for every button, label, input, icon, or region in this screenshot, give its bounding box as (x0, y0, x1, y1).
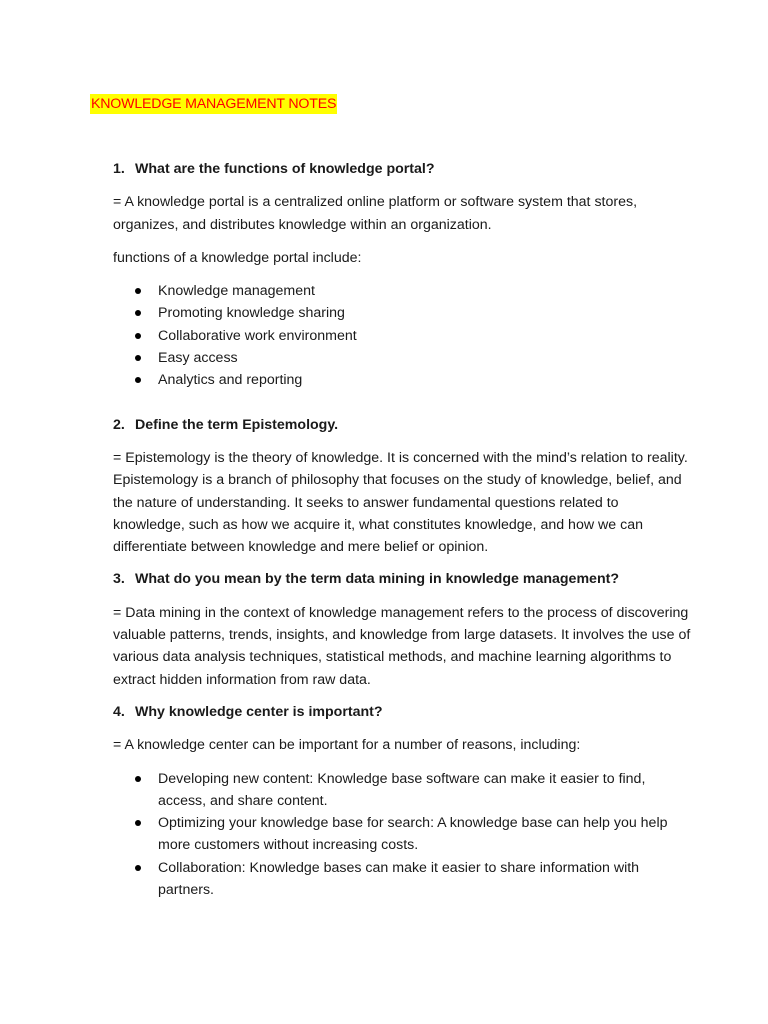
question-2-text: Define the term Epistemology. (135, 416, 339, 433)
question-4-number: 4. (113, 703, 125, 720)
question-1-number: 1. (113, 161, 125, 177)
functions-list (113, 280, 693, 391)
list-item: Developing new content: Knowledge base software can make it easier to find, access, and share content. (113, 768, 693, 813)
list-item: Easy access (113, 347, 693, 369)
question-1-text: What are the functions of knowledge portal? (135, 161, 435, 177)
list-item: Collaboration: Knowledge bases can make it easier to share information with partners. (113, 857, 693, 902)
list-item: Analytics and reporting (113, 369, 693, 391)
question-1 (113, 158, 693, 180)
answer-1: = A knowledge portal is a centralized online platform or software system that stores, organizes, and distributes knowledge within an organization. (113, 194, 638, 233)
reasons-list (113, 768, 693, 902)
answer-1-intro: functions of a knowledge portal include: (113, 249, 362, 266)
answer-4: = A knowledge center can be important for a number of reasons, including: (113, 737, 581, 754)
answer-2: = Epistemology is the theory of knowledge. It is concerned with the mind’s relation to reality. Epistemology is a branch of philosophy that focuses on the study of knowledge, belief, and the nature of understanding. It seeks to answer fundamental questions related to knowledge, such as how we acquire it, what constitutes knowledge, and how we can differentiate between knowledge and mere belief or opinion. (113, 449, 688, 556)
document-body (113, 158, 693, 901)
question-2 (113, 414, 693, 436)
question-4-text: Why knowledge center is important? (135, 703, 383, 720)
list-item: Promoting knowledge sharing (113, 302, 693, 324)
question-3-text: What do you mean by the term data mining in knowledge management? (135, 571, 620, 588)
document-title: KNOWLEDGE MANAGEMENT NOTES (91, 96, 337, 112)
list-item: Collaborative work environment (113, 325, 693, 347)
question-3-number: 3. (113, 571, 125, 588)
question-4 (113, 701, 693, 723)
answer-3: = Data mining in the context of knowledge management refers to the process of discovering valuable patterns, trends, insights, and knowledge from large datasets. It involves the use of various data analysis techniques, statistical methods, and machine learning algorithms to extract hidden information from raw data. (113, 604, 691, 688)
list-item: Knowledge management (113, 280, 693, 302)
list-item: Optimizing your knowledge base for search: A knowledge base can help you help more customers without increasing costs. (113, 812, 693, 857)
question-2-number: 2. (113, 416, 125, 433)
question-3 (113, 568, 693, 590)
